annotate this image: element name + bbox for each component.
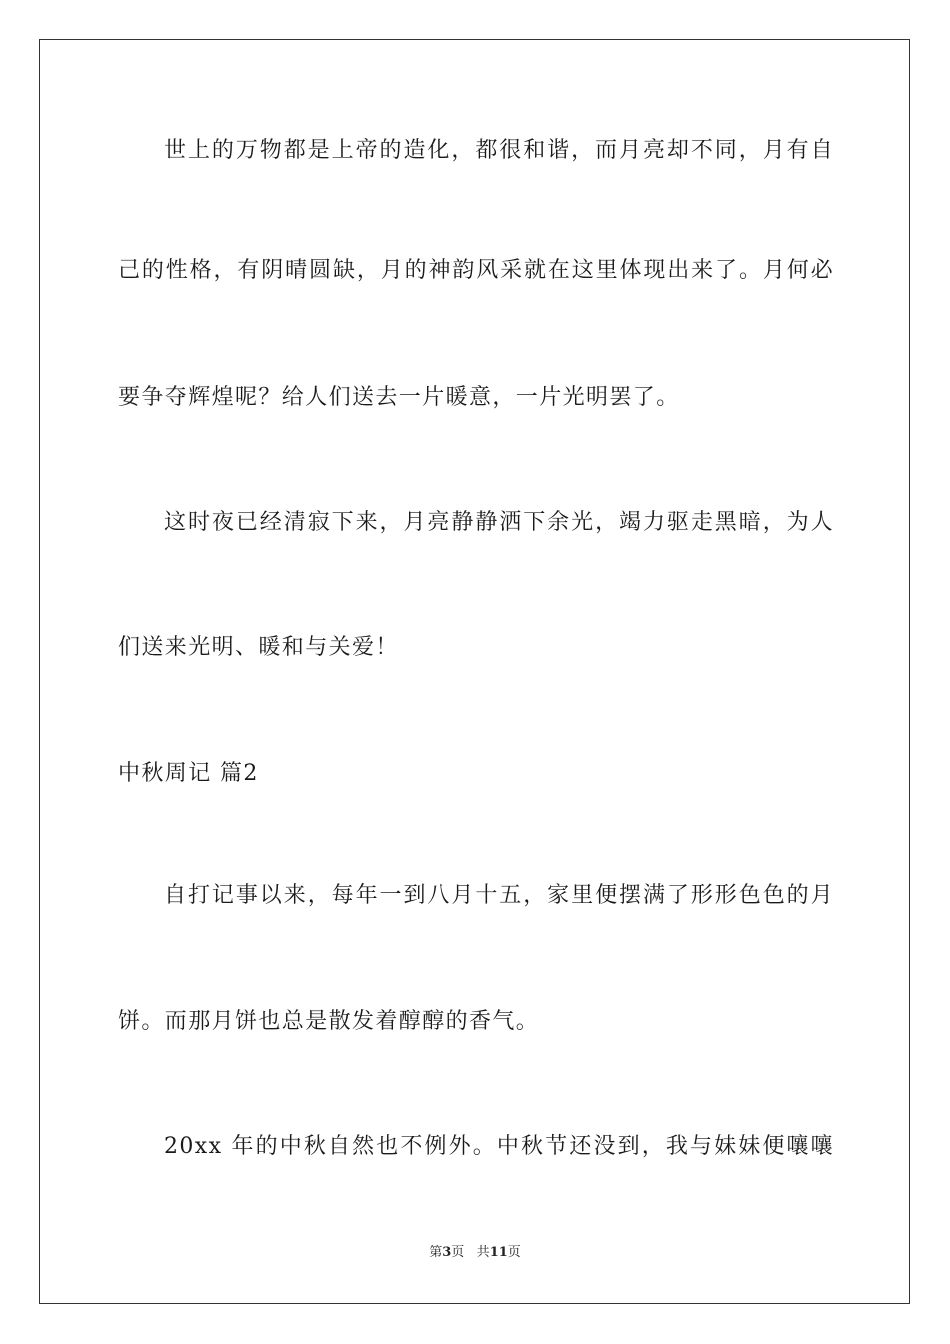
paragraph-2-line-1: 这时夜已经清寂下来，月亮静静洒下余光，竭力驱走黑暗，为人 bbox=[164, 510, 834, 535]
footer-page-prefix: 第 bbox=[429, 1245, 443, 1260]
page-border bbox=[39, 39, 910, 1304]
paragraph-1-line-2: 己的性格，有阴晴圆缺，月的神韵风采就在这里体现出来了。月何必 bbox=[118, 258, 834, 283]
paragraph-2-line-2: 们送来光明、暖和与关爱！ bbox=[118, 635, 399, 660]
footer-total-suffix: 页 bbox=[507, 1245, 521, 1260]
footer-page-number: 3 bbox=[442, 1245, 452, 1260]
footer-total-pages: 11 bbox=[489, 1245, 508, 1260]
page-footer bbox=[0, 1244, 950, 1262]
paragraph-4-line-1: 20xx 年的中秋自然也不例外。中秋节还没到，我与妹妹便嚷嚷 bbox=[164, 1134, 834, 1159]
paragraph-1-line-1: 世上的万物都是上帝的造化，都很和谐，而月亮却不同，月有自 bbox=[164, 138, 834, 163]
footer-page-suffix: 页 bbox=[451, 1245, 465, 1260]
paragraph-3-line-1: 自打记事以来，每年一到八月十五，家里便摆满了形形色色的月 bbox=[164, 883, 834, 908]
paragraph-1-line-3: 要争夺辉煌呢？给人们送去一片暖意，一片光明罢了。 bbox=[118, 385, 680, 410]
section-heading: 中秋周记 篇2 bbox=[118, 761, 259, 786]
footer-total-prefix: 共 bbox=[476, 1245, 490, 1260]
paragraph-3-line-2: 饼。而那月饼也总是散发着醇醇的香气。 bbox=[118, 1009, 540, 1034]
